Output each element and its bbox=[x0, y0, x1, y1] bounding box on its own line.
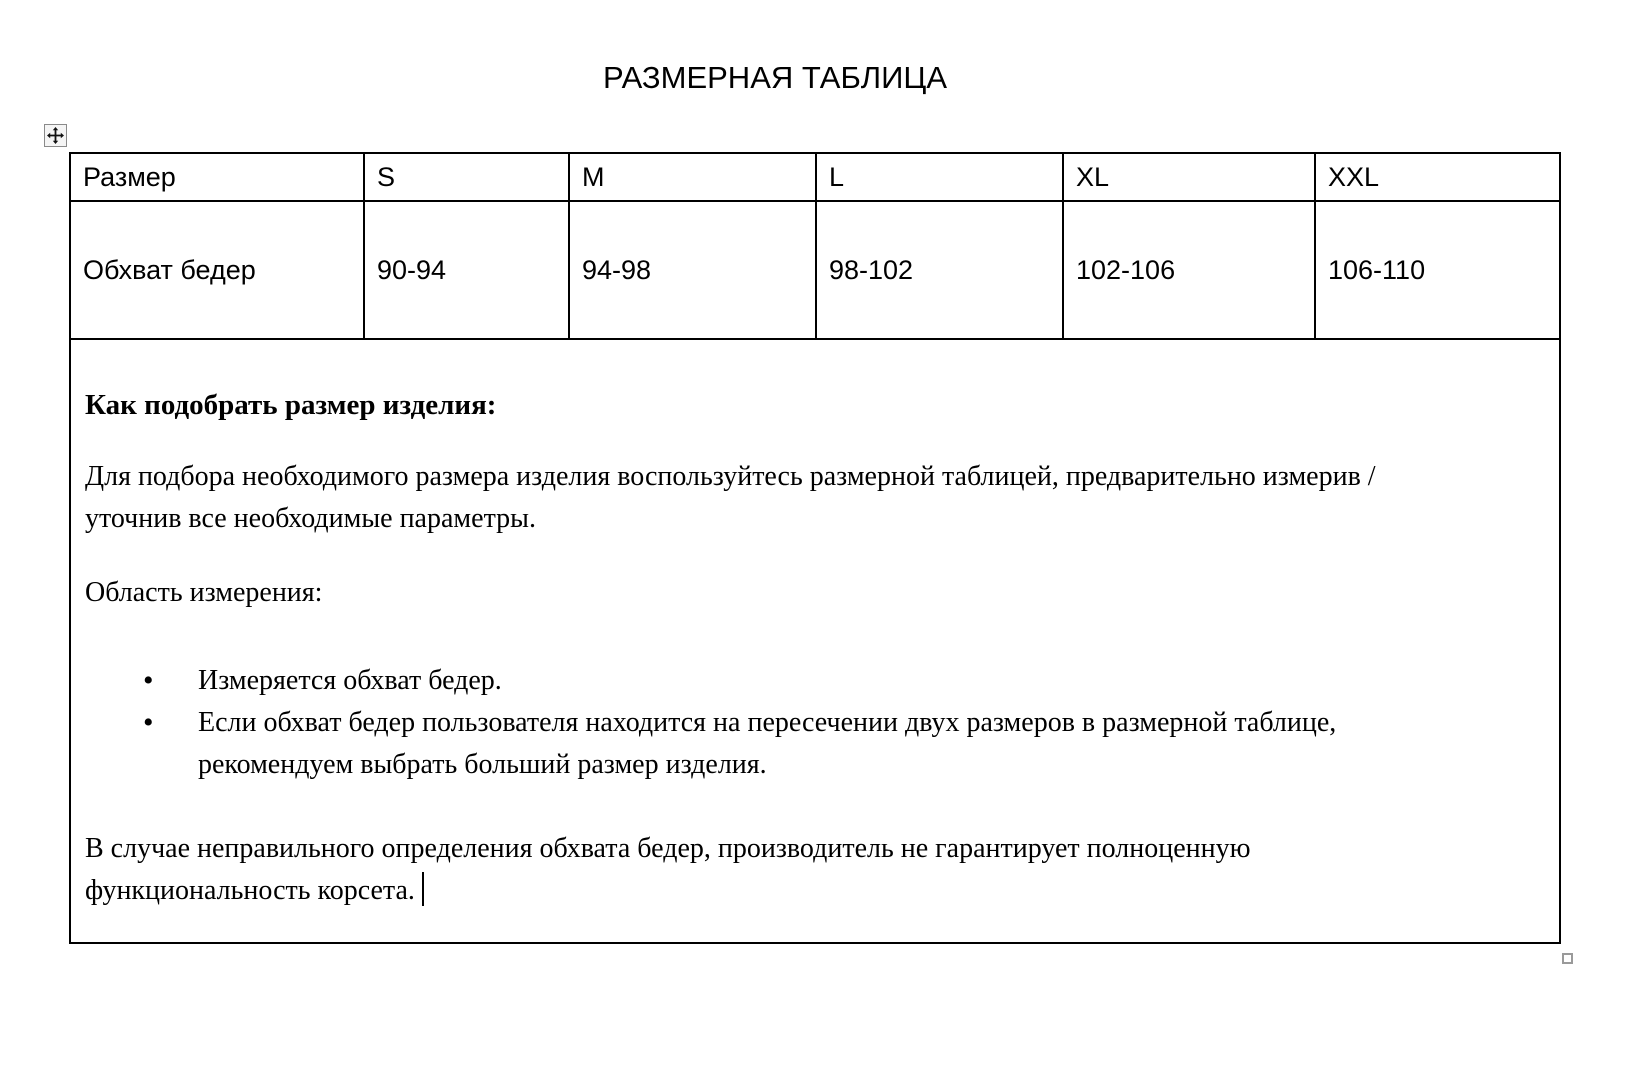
bullet-icon: • bbox=[143, 705, 154, 739]
move-icon bbox=[47, 127, 64, 144]
value-s[interactable]: 90-94 bbox=[364, 201, 569, 339]
bullet-icon: • bbox=[143, 663, 154, 697]
measure-area-label[interactable]: Область измерения: bbox=[85, 576, 323, 608]
header-cell-size[interactable]: Размер bbox=[70, 153, 364, 201]
warning-paragraph[interactable] bbox=[85, 828, 1414, 912]
header-cell-l[interactable]: L bbox=[816, 153, 1063, 201]
value-xl[interactable]: 102-106 bbox=[1063, 201, 1315, 339]
list-item[interactable] bbox=[85, 660, 1414, 702]
header-cell-xl[interactable]: XL bbox=[1063, 153, 1315, 201]
hip-measure-row bbox=[70, 201, 1560, 339]
list-item[interactable] bbox=[85, 702, 1414, 786]
table-resize-handle[interactable] bbox=[1562, 953, 1573, 964]
page-title: РАЗМЕРНАЯ ТАБЛИЦА bbox=[602, 60, 948, 95]
header-cell-s[interactable]: S bbox=[364, 153, 569, 201]
value-l[interactable]: 98-102 bbox=[816, 201, 1063, 339]
how-to-choose-heading[interactable]: Как подобрать размер изделия: bbox=[85, 389, 497, 421]
size-table bbox=[69, 152, 1561, 944]
size-table-header-row bbox=[70, 153, 1560, 201]
header-cell-xxl[interactable]: XXL bbox=[1315, 153, 1560, 201]
instructions-cell[interactable] bbox=[70, 339, 1560, 943]
value-xxl[interactable]: 106-110 bbox=[1315, 201, 1560, 339]
text-cursor bbox=[422, 872, 424, 906]
instructions-row bbox=[70, 339, 1560, 943]
warning-text[interactable]: В случае неправильного определения обхвата бедер, производитель не гарантирует полноценную функциональность корсета. bbox=[85, 832, 1251, 906]
bullet-text[interactable]: Измеряется обхват бедер. bbox=[198, 664, 502, 696]
value-m[interactable]: 94-98 bbox=[569, 201, 816, 339]
measure-bullet-list bbox=[85, 660, 1414, 786]
table-move-handle[interactable] bbox=[44, 124, 67, 147]
header-cell-m[interactable]: M bbox=[569, 153, 816, 201]
intro-paragraph[interactable]: Для подбора необходимого размера изделия воспользуйтесь размерной таблицей, предварительно измерив / уточнив все необходимые параметры. bbox=[85, 460, 1376, 534]
row-label-hips[interactable]: Обхват бедер bbox=[70, 201, 364, 339]
bullet-text[interactable]: Если обхват бедер пользователя находится на пересечении двух размеров в размерной таблице, рекомендуем выбрать больший размер изделия. bbox=[198, 706, 1337, 780]
